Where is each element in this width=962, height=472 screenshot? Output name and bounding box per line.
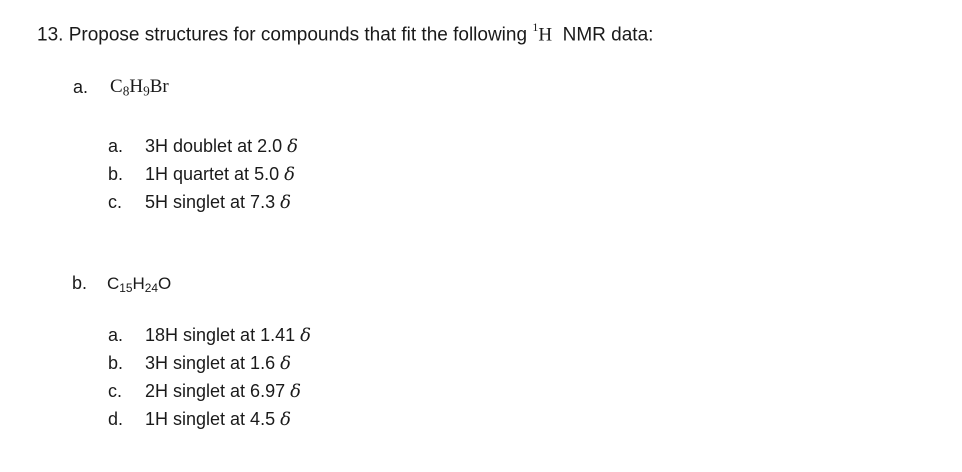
formula-element-c: C — [110, 76, 123, 97]
item-text: 1H singlet at 4.5 — [145, 409, 281, 429]
delta-symbol: δ — [284, 164, 295, 185]
delta-symbol: δ — [287, 136, 298, 157]
formula-element-h: H — [129, 76, 144, 97]
delta-symbol: δ — [280, 353, 291, 374]
part-a-item-c — [108, 192, 291, 213]
formula-subscript-h: 24 — [144, 280, 159, 295]
item-text: 3H singlet at 1.6 — [145, 353, 281, 373]
item-letter: a. — [108, 136, 124, 156]
formula-subscript-c: 8 — [122, 83, 130, 99]
question-text: 13. Propose structures for compounds that fit the following — [37, 24, 533, 46]
item-text: 1H quartet at 5.0 — [145, 164, 285, 184]
part-b-item-d — [108, 409, 291, 430]
part-a-label: a. — [73, 77, 89, 97]
part-a-item-a — [108, 136, 298, 157]
delta-symbol: δ — [280, 192, 291, 213]
formula-element-h: H — [132, 274, 145, 293]
item-text: 5H singlet at 7.3 — [145, 192, 281, 212]
part-a-formula — [110, 76, 169, 98]
delta-symbol: δ — [300, 325, 311, 346]
part-b-label: b. — [72, 273, 88, 293]
item-text: 3H doublet at 2.0 — [145, 136, 288, 156]
item-text: 18H singlet at 1.41 — [145, 325, 301, 345]
formula-subscript-c: 15 — [119, 280, 133, 295]
part-b-item-c — [108, 381, 301, 402]
part-b-item-a — [108, 325, 311, 346]
item-letter: a. — [108, 325, 124, 345]
part-b-formula — [107, 274, 171, 294]
formula-element-c: C — [107, 274, 120, 293]
isotope-superscript: 1 — [532, 20, 539, 34]
formula-element-rest: O — [158, 274, 172, 293]
item-letter: b. — [108, 353, 124, 373]
part-a-item-b — [108, 164, 295, 185]
question-suffix: NMR data: — [552, 24, 654, 46]
question-title — [37, 22, 653, 46]
item-letter: c. — [108, 381, 123, 401]
nucleus-symbol: H — [538, 24, 553, 46]
delta-symbol: δ — [290, 381, 301, 402]
item-letter: c. — [108, 192, 123, 212]
part-b-item-b — [108, 353, 291, 374]
formula-subscript-h: 9 — [143, 83, 150, 99]
item-text: 2H singlet at 6.97 — [145, 381, 291, 401]
item-letter: d. — [108, 409, 124, 429]
item-letter: b. — [108, 164, 124, 184]
formula-element-rest: Br — [149, 76, 169, 97]
delta-symbol: δ — [280, 409, 291, 430]
